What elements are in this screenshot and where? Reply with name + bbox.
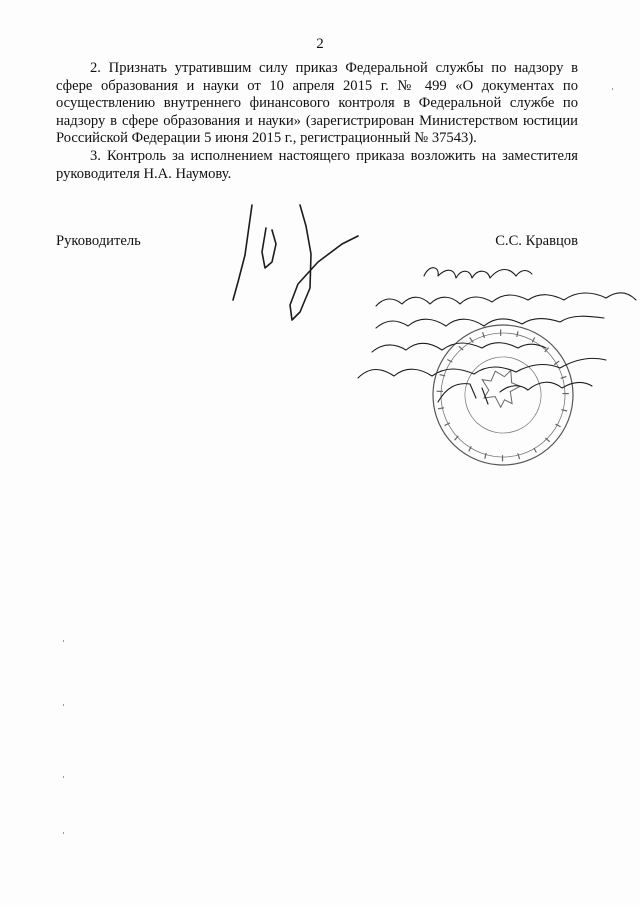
scan-speckle	[63, 88, 613, 834]
seal-text-marks	[420, 312, 586, 478]
paragraph-repeal-order: 2. Признать утратившим силу приказ Федеральной службы по надзору в сфере образования и науки от 10 апреля 2015 г. № 499 «О документах по осуществлению внутреннего финансового контроля в Федеральной службе по надзору в сфере образования и науки» (зарегистрирован Министерством юстиции Российской Федерации 5 июня 2015 г., регистрационный № 37543).	[56, 60, 578, 147]
signatory-name: С.С. Кравцов	[495, 233, 578, 249]
handwritten-certification	[358, 268, 636, 404]
seal-inner-ring	[425, 317, 581, 473]
director-signature	[233, 205, 358, 320]
page-number: 2	[316, 36, 324, 52]
signatory-title: Руководитель	[56, 233, 141, 249]
seal-core-ring	[455, 347, 551, 443]
eagle-emblem-icon	[477, 365, 524, 411]
official-seal	[415, 307, 591, 483]
paragraph-control: 3. Контроль за исполнением настоящего приказа возложить на заместителя руководителя Н.А. Наумову.	[56, 147, 578, 182]
